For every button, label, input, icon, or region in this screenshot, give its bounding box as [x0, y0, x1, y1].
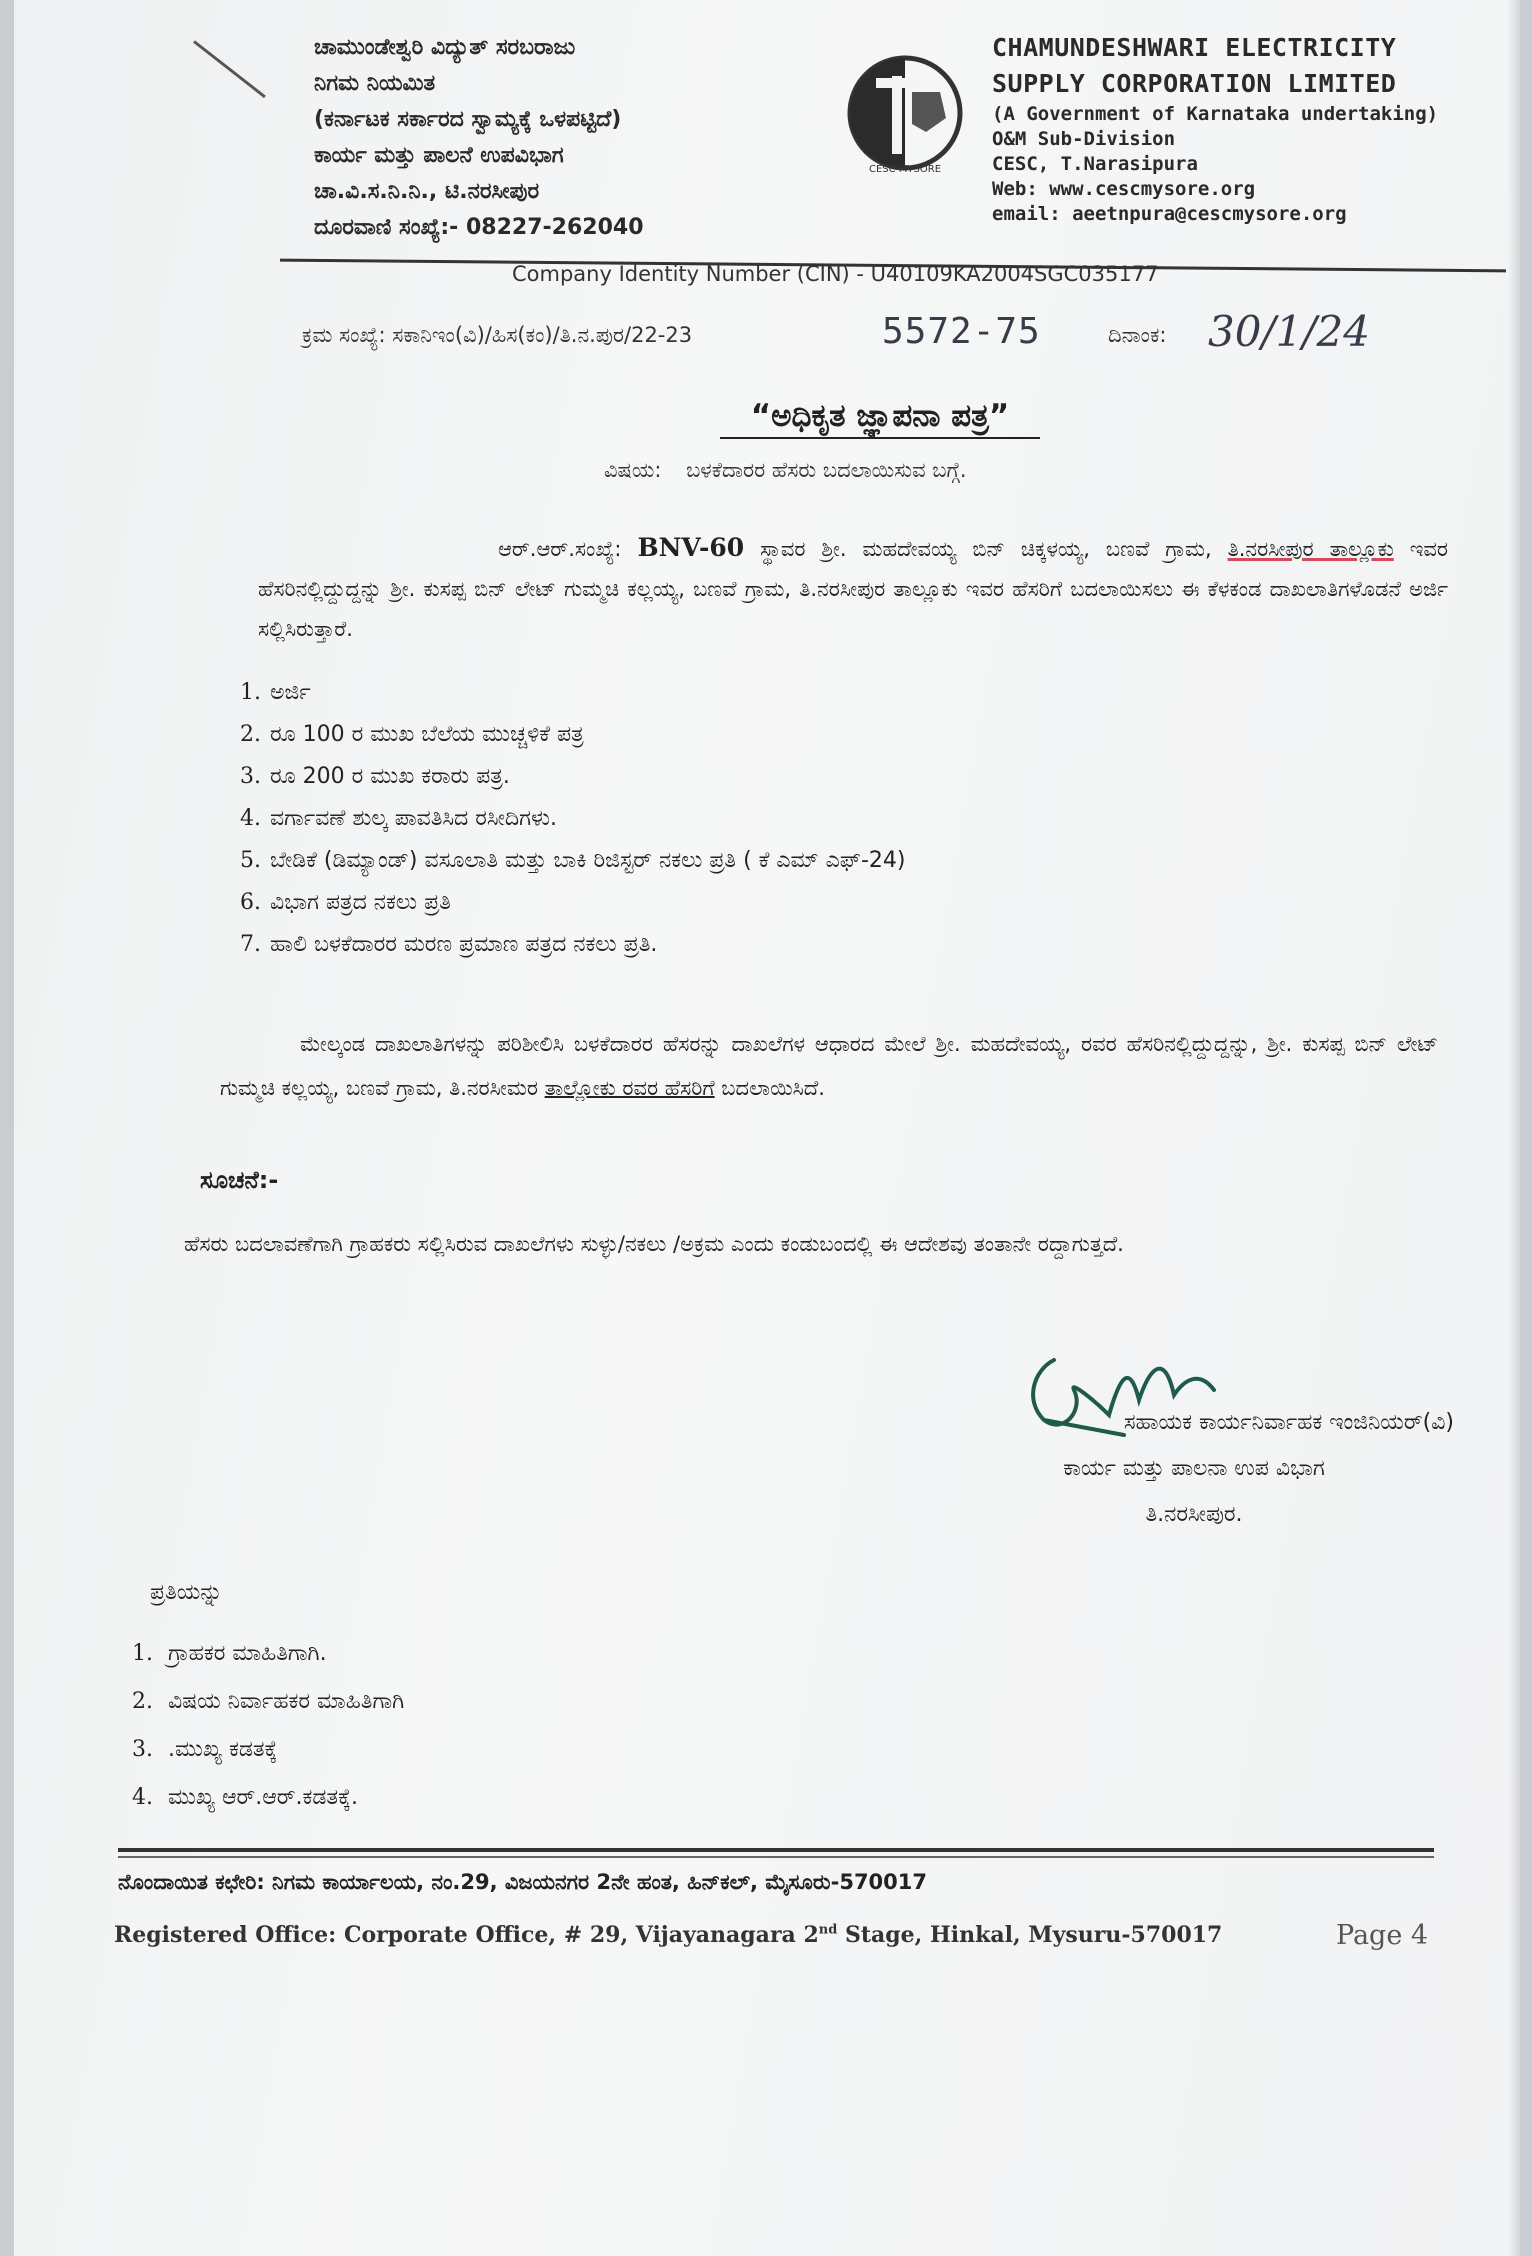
date-value: 30/1/24 [1208, 307, 1370, 356]
decision-end: ಬದಲಾಯಿಸಿದೆ. [721, 1076, 825, 1100]
list-item: 3. .ಮುಖ್ಯ ಕಡತಕ್ಕೆ [132, 1737, 278, 1762]
company-email: email: aeetnpura@cescmysore.org [992, 203, 1347, 225]
list-item: 3. ರೂ 200 ರ ಮುಖ ಕರಾರು ಪತ್ರ. [240, 764, 510, 789]
document-page [14, 0, 1520, 2256]
document-title [690, 398, 1070, 439]
letterhead-kn-line: (ಕರ್ನಾಟಕ ಸರ್ಕಾರದ ಸ್ವಾಮ್ಯಕ್ಕೆ ಒಳಪಟ್ಟಿದೆ) [314, 107, 622, 132]
phone-label: ದೂರವಾಣಿ ಸಂಖ್ಯೆ:- [314, 215, 459, 240]
list-item: 2. ವಿಷಯ ನಿರ್ವಾಹಕರ ಮಾಹಿತಿಗಾಗಿ [132, 1689, 405, 1714]
rr-number: BNV-60 [637, 533, 745, 562]
title-underline [720, 437, 1040, 439]
footer-english-address: Registered Office: Corporate Office, # 29, Vijayanagara 2nd Stage, Hinkal, Mysuru-570017 [114, 1922, 1223, 1948]
letterhead-kannada [314, 30, 834, 246]
subject-label: ವಿಷಯ: [604, 458, 662, 482]
list-item: 5. ಬೇಡಿಕೆ (ಡಿಮ್ಯಾಂಡ್) ವಸೂಲಾತಿ ಮತ್ತು ಬಾಕಿ ರಿಜಿಸ್ಟರ್ ನಕಲು ಪ್ರತಿ ( ಕೆ ಎಮ್ ಎಫ್-24) [240, 848, 906, 873]
company-web: Web: www.cescmysore.org [992, 178, 1256, 200]
list-item: 6. ವಿಭಾಗ ಪತ್ರದ ನಕಲು ಪ್ರತಿ [240, 890, 451, 915]
list-item: 1. ಗ್ರಾಹಕರ ಮಾಹಿತಿಗಾಗಿ. [132, 1641, 327, 1666]
signatory-block [934, 1400, 1454, 1538]
documents-list [240, 672, 1340, 966]
signatory-office: ಕಾರ್ಯ ಮತ್ತು ಪಾಲನಾ ಉಪ ವಿಭಾಗ [1063, 1456, 1325, 1481]
company-sub-line: O&M Sub-Division [992, 128, 1176, 150]
company-name-line: SUPPLY CORPORATION LIMITED [992, 69, 1397, 98]
document-title-text: “ಅಧಿಕೃತ ಜ್ಞಾಪನಾ ಪತ್ರ” [750, 398, 1010, 434]
reference-row [302, 307, 1502, 365]
footer-kannada-address: ನೊಂದಾಯಿತ ಕಛೇರಿ: ನಿಗಮ ಕಾರ್ಯಾಲಯ, ನಂ.29, ವಿಜಯನಗರ 2ನೇ ಹಂತ, ಹಿನ್‌ಕಲ್, ಮೈಸೂರು-570017 [118, 1870, 927, 1894]
cin-line: Company Identity Number (CIN) - U40109KA2004SGC035177 [512, 262, 1159, 286]
note-heading: ಸೂಚನೆ:- [200, 1166, 279, 1194]
list-item: 2. ರೂ 100 ರ ಮುಖ ಬೆಲೆಯ ಮುಚ್ಚಳಿಕೆ ಪತ್ರ [240, 722, 584, 747]
intro-part1: ಸ್ಥಾವರ ಶ್ರೀ. ಮಹದೇವಯ್ಯ ಬಿನ್ ಚಿಕ್ಕಳಯ್ಯ, ಬಣವೆ ಗ್ರಾಮ, [760, 537, 1212, 561]
intro-part2: ಇವರ ಹೆಸರಿನಲ್ಲಿದ್ದುದ್ದನ್ನು ಶ್ರೀ. ಕುಸಪ್ಪ ಬಿನ್ ಲೇಟ್ ಗುಮ್ಮಚಿ ಕಲ್ಲಯ್ಯ, ಬಣವೆ ಗ್ರಾಮ, ತಿ.ನರಸೀಪುರ ತಾಲ್ಲೂಕು ಇವರ ಹೆಸರಿಗೆ ಬದಲಾಯಿಸಲು ಈ ಕೆಳಕಂಡ ದಾಖಲಾತಿಗಳೊಡನೆ ಅರ್ಜಿ ಸಲ್ಲಿಸಿರುತ್ತಾರೆ. [258, 537, 1448, 641]
decision-underlined: ತಾಲ್ಲೋಕು ರವರ ಹೆಸರಿಗೆ [544, 1076, 715, 1100]
note-text: ಹೆಸರು ಬದಲಾವಣೆಗಾಗಿ ಗ್ರಾಹಕರು ಸಲ್ಲಿಸಿರುವ ದಾಖಲೆಗಳು ಸುಳ್ಳು/ನಕಲು /ಅಕ್ರಮ ಎಂದು ಕಂಡುಬಂದಲ್ಲಿ ಈ ಆದೇಶವು ತಂತಾನೇ ರದ್ದಾಗುತ್ತದೆ. [184, 1232, 1124, 1256]
footer-divider-thin [118, 1856, 1434, 1858]
reference-label: ಕ್ರಮ ಸಂಖ್ಯೆ: ಸಕಾನಿಇಂ(ವಿ)/ಹಿಸ(ಕಂ)/ತಿ.ನ.ಪುರ/22-23 [302, 323, 693, 347]
list-item: 7. ಹಾಲಿ ಬಳಕೆದಾರರ ಮರಣ ಪ್ರಮಾಣ ಪತ್ರದ ನಕಲು ಪ್ರತಿ. [240, 932, 658, 957]
list-item: 1. ಅರ್ಜಿ [240, 680, 311, 705]
copies-list [132, 1630, 832, 1822]
signatory-place: ತಿ.ನರಸೀಪುರ. [1145, 1502, 1243, 1527]
cesc-logo-icon [840, 48, 970, 178]
company-name-line: CHAMUNDESHWARI ELECTRICITY [992, 33, 1397, 62]
pen-mark [193, 40, 266, 98]
date-label: ದಿನಾಂಕ: [1108, 323, 1167, 347]
intro-paragraph [258, 528, 1448, 649]
footer-divider [118, 1848, 1434, 1852]
company-sub-line: (A Government of Karnataka undertaking) [992, 103, 1439, 125]
logo-caption: CESC MYSORE [868, 164, 942, 175]
rr-label: ಆರ್.ಆರ್.ಸಂಖ್ಯೆ: [498, 537, 622, 561]
letterhead-english [992, 30, 1532, 227]
subject-text: ಬಳಕೆದಾರರ ಹೆಸರು ಬದಲಾಯಿಸುವ ಬಗ್ಗೆ. [686, 458, 967, 482]
page-edge-shadow [1508, 0, 1520, 2256]
company-sub-line: CESC, T.Narasipura [992, 153, 1198, 175]
letterhead-phone-row [314, 210, 834, 246]
letterhead-kn-line: ಚಾ.ವಿ.ಸ.ನಿ.ನಿ., ಟಿ.ನರಸೀಪುರ [314, 179, 540, 204]
copies-heading: ಪ್ರತಿಯನ್ನು [150, 1580, 223, 1605]
subject-line [604, 458, 1304, 483]
letterhead-kn-line: ನಿಗಮ ನಿಯಮಿತ [314, 71, 436, 96]
list-item: 4. ಮುಖ್ಯ ಆರ್.ಆರ್.ಕಡತಕ್ಕೆ. [132, 1785, 358, 1810]
letterhead-kn-line: ಕಾರ್ಯ ಮತ್ತು ಪಾಲನೆ ಉಪವಿಭಾಗ [314, 143, 564, 168]
letterhead-kn-line: ಚಾಮುಂಡೇಶ್ವರಿ ವಿದ್ಯುತ್ ಸರಬರಾಜು [314, 35, 576, 60]
signatory-designation: ಸಹಾಯಕ ಕಾರ್ಯನಿರ್ವಾಹಕ ಇಂಜಿನಿಯರ್(ವಿ) [1123, 1410, 1454, 1435]
phone-number: 08227-262040 [465, 215, 644, 240]
page-number: Page 4 [1336, 1920, 1429, 1951]
decision-paragraph [220, 1022, 1438, 1110]
list-item: 4. ವರ್ಗಾವಣೆ ಶುಲ್ಕ ಪಾವತಿಸಿದ ರಸೀದಿಗಳು. [240, 806, 557, 831]
taluk-underlined: ತಿ.ನರಸೀಪುರ ತಾಲ್ಲೂಕು [1227, 537, 1394, 561]
reference-number: 5572-75 [882, 311, 1041, 352]
decision-text: ಮೇಲ್ಕಂಡ ದಾಖಲಾತಿಗಳನ್ನು ಪರಿಶೀಲಿಸಿ ಬಳಕೆದಾರರ ಹೆಸರನ್ನು ದಾಖಲೆಗಳ ಆಧಾರದ ಮೇಲೆ ಶ್ರೀ. ಮಹದೇವಯ್ಯ, ರವರ ಹೆಸರಿನಲ್ಲಿದ್ದುದ್ದನ್ನು, ಶ್ರೀ. ಕುಸಪ್ಪ ಬಿನ್ ಲೇಟ್ ಗುಮ್ಮಚಿ ಕಲ್ಲಯ್ಯ, ಬಣವೆ ಗ್ರಾಮ, ತಿ.ನರಸೀಮರ [220, 1032, 1438, 1100]
